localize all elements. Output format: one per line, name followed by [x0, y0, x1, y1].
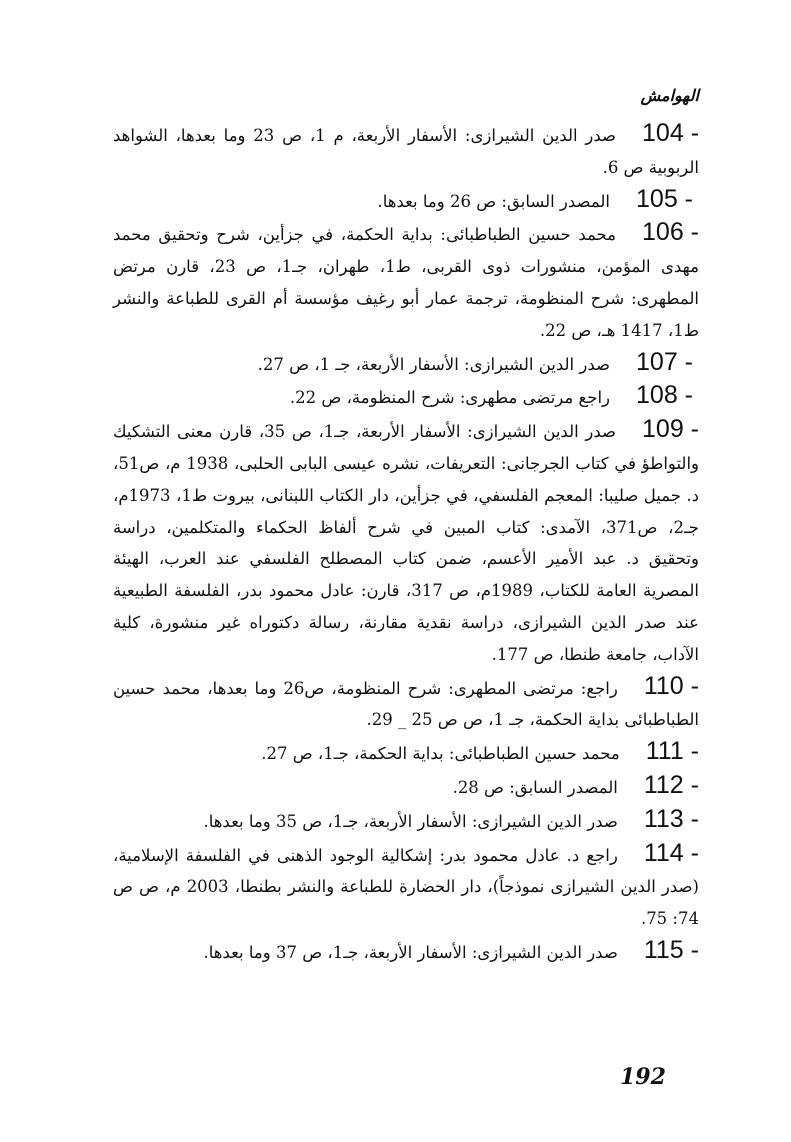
- footnote-number: 107 -: [636, 347, 693, 376]
- footnote-text: راجع: مرتضى المطهرى: شرح المنظومة، ص26 وما بعدها، محمد حسين الطباطبائى بداية الحكمة، جـ 1، ص ص 25 _ 29.: [113, 678, 699, 730]
- footnote-113: [113, 804, 699, 838]
- footnote-text: صدر الدين الشيرازى: الأسفار الأربعة، م 1، ص 23 وما بعدها، الشواهد الربوبية ص 6.: [113, 126, 699, 177]
- footnote-number: 114 -: [643, 838, 699, 867]
- footnote-text: صدر الدين الشيرازى: الأسفار الأربعة، جـ1، ص 35 وما بعدها.: [203, 811, 618, 831]
- footnote-number: 106 -: [642, 218, 699, 247]
- footnote-text: المصدر السابق: ص 28.: [452, 777, 618, 797]
- footnote-107: [113, 347, 699, 381]
- footnote-text: صدر الدين الشيرازى: الأسفار الأربعة، جـ1، ص 37 وما بعدها.: [203, 942, 618, 962]
- footnote-109: [113, 414, 699, 670]
- footnote-114: [113, 838, 699, 935]
- footnote-number: 108 -: [636, 381, 693, 410]
- footnote-number: 109 -: [642, 415, 699, 444]
- footnote-text: المصدر السابق: ص 26 وما بعدها.: [377, 191, 611, 211]
- footnote-number: 113 -: [643, 804, 699, 833]
- footnote-111: [113, 736, 699, 770]
- footnote-number: 110 -: [643, 671, 699, 700]
- footnote-104: [113, 118, 699, 184]
- footnote-number: 112 -: [643, 770, 699, 799]
- footnote-108: [113, 380, 699, 414]
- footnote-115: [113, 935, 699, 969]
- footnote-text: محمد حسين الطباطبائى: بداية الحكمة، في جزأين، شرح وتحقيق محمد مهدى المؤمن، منشورات ذوى القربى، ط1، طهران، جـ1، ص 23، قارن مرتض المطهرى: شرح المنظومة، ترجمة عمار أبو رغيف مؤسسة أم القرى للطباعة والنشر ط1، 1417 هـ، ص 22.: [113, 225, 699, 340]
- footnote-text: راجع مرتضى مطهرى: شرح المنظومة، ص 22.: [289, 388, 611, 408]
- footnote-112: [113, 770, 699, 804]
- footnote-text: راجع د. عادل محمود بدر: إشكالية الوجود الذهنى في الفلسفة الإسلامية، (صدر الدين الشيرازى نموذجاً)، دار الحضارة للطباعة والنشر بطنطا، 2003 م، ص ص 74: 75.: [113, 845, 699, 929]
- footnote-110: [113, 671, 699, 737]
- footnote-number: 115 -: [643, 935, 699, 964]
- page-number: 192: [620, 1064, 666, 1090]
- running-header: الهوامش: [640, 86, 699, 105]
- footnote-text: صدر الدين الشيرازى: الأسفار الأربعة، جـ1، ص 35، قارن معنى التشكيك والتواطؤ في كتاب الجرجانى: التعريفات، نشره عيسى البابى الحلبى، 1938 م، ص51، د. جميل صليبا: المعجم الفلسفي، في جزأين، دار الكتاب اللبنانى، بيروت ط1، 1973م، جـ2، ص371، الآمدى: كتاب المبين في شرح ألفاظ الحكماء والمتكلمين، دراسة وتحقيق د. عبد الأمير الأعسم، ضمن كتاب المصطلح الفلسفي عند العرب، الهيئة المصرية العامة للكتاب، 1989م، ص 317، قارن: عادل محمود بدر، الفلسفة الطبيعية عند صدر الدين الشيرازى، دراسة نقدية مقارنة، رسالة دكتوراه غير منشورة، كلية الآداب، جامعة طنطا، ص 177.: [113, 422, 700, 664]
- footnote-text: محمد حسين الطباطبائى: بداية الحكمة، جـ1، ص 27.: [261, 744, 620, 764]
- footnote-number: 111 -: [645, 737, 699, 766]
- footnote-105: [113, 184, 699, 218]
- footnote-text: صدر الدين الشيرازى: الأسفار الأربعة، جـ 1، ص 27.: [257, 354, 611, 374]
- footnotes-list: [113, 118, 699, 969]
- footnote-106: [113, 217, 699, 346]
- footnote-number: 104 -: [642, 119, 700, 147]
- footnote-number: 105 -: [636, 184, 693, 213]
